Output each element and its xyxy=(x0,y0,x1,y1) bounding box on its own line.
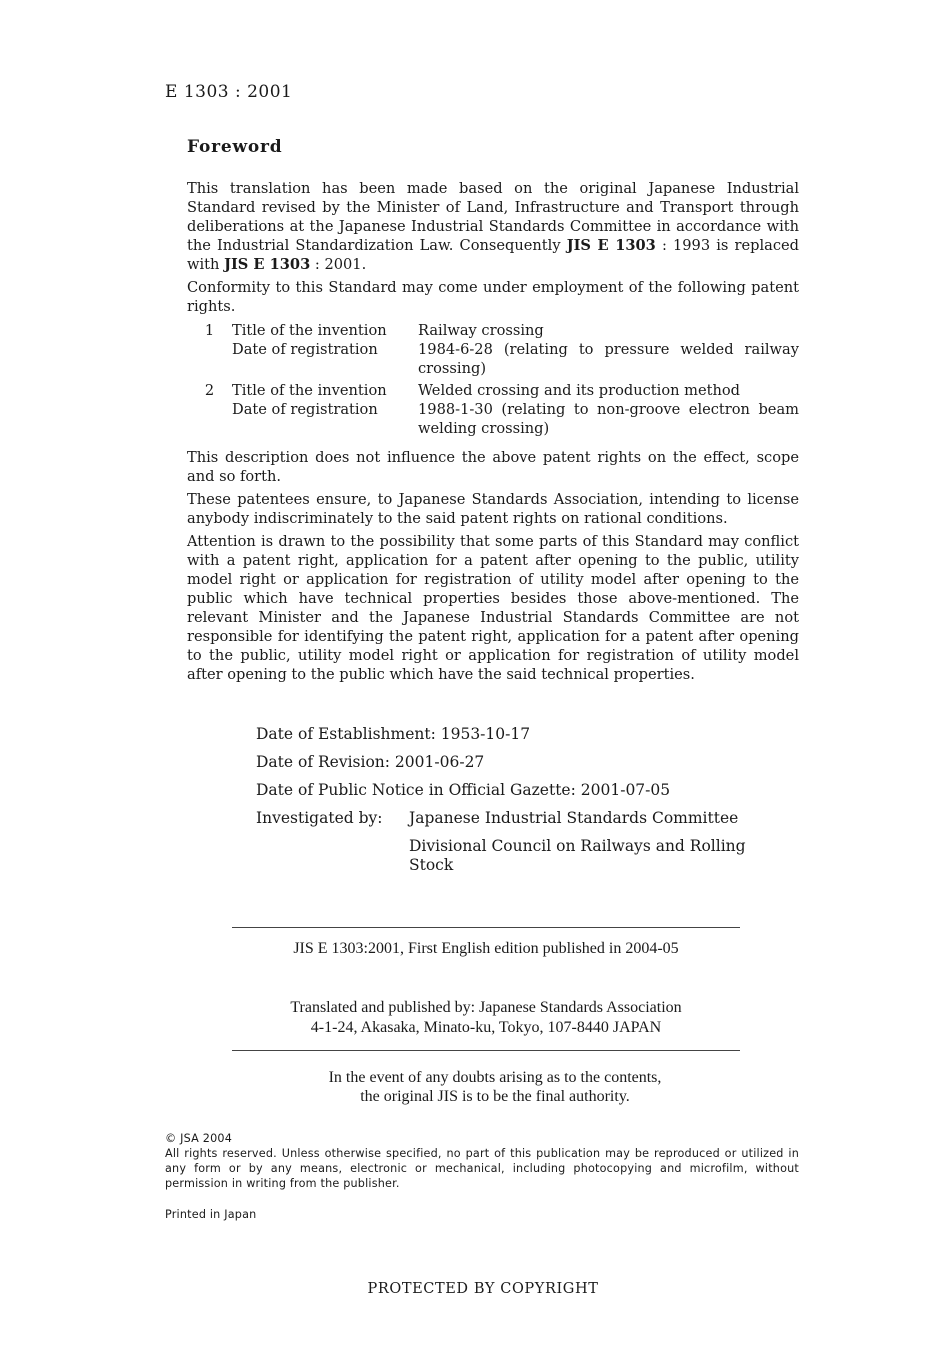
patent-date-value: 1984-6-28 (relating to pressure welded railway crossing) xyxy=(418,341,799,377)
patent-item-2 xyxy=(187,381,799,438)
foreword-paragraph-2: Conformity to this Standard may come under employment of the following patent rights. xyxy=(187,279,799,315)
foreword-paragraph-3: This description does not influence the above patent rights on the effect, scope and so forth. xyxy=(187,449,799,485)
document-id-header: E 1303 : 2001 xyxy=(165,82,293,102)
date-establishment: Date of Establishment: 1953-10-17 xyxy=(256,725,531,743)
protected-footer: PROTECTED BY COPYRIGHT xyxy=(367,1281,599,1297)
investigator-2: Divisional Council on Railways and Rolling Stock xyxy=(409,837,746,874)
patent-title-label: Title of the invention xyxy=(232,322,387,339)
date-gazette: Date of Public Notice in Official Gazette: 2001-07-05 xyxy=(256,781,671,799)
foreword-paragraph-5: Attention is drawn to the possibility that some parts of this Standard may conflict with a patent right, application for a patent after opening to the public, utility model right or application for registration of utility model after opening to the public which have technical properties besides those above-mentioned. The relevant Minister and the Japanese Industrial Standards Committee are not responsible for identifying the patent right, application for a patent after opening to the public, utility model right or application for registration of utility model after opening to the public which have the said technical properties. xyxy=(187,533,799,683)
patent-title-value: Welded crossing and its production method xyxy=(418,382,741,399)
patent-list xyxy=(187,321,799,441)
patent-title-value: Railway crossing xyxy=(418,322,544,339)
p1-mid: : 1993 is replaced with xyxy=(187,237,799,273)
edition-line: JIS E 1303:2001, First English edition published in 2004-05 xyxy=(293,940,679,957)
authority-line-2: the original JIS is to be the final authority. xyxy=(360,1088,630,1105)
patent-title-label: Title of the invention xyxy=(232,382,387,399)
divider-bottom xyxy=(232,1050,740,1051)
jis-ref-new: JIS E 1303 xyxy=(224,256,311,273)
authority-line-1: In the event of any doubts arising as to the contents, xyxy=(328,1069,662,1086)
copyright-mark: © JSA 2004 xyxy=(165,1132,233,1145)
date-revision: Date of Revision: 2001-06-27 xyxy=(256,753,485,771)
p1-lead: This translation has been made based on the original Japanese Industrial Standard revised by the Minister of Land, Infrastructure and Transport through deliberations at the Japanese Industrial Standards Committee in accordance with the Industrial Standardization Law. Consequently xyxy=(187,180,799,254)
patent-number: 2 xyxy=(204,382,215,399)
copyright-rights: All rights reserved. Unless otherwise specified, no part of this publication may be reproduced or utilized in any form or by any means, electronic or mechanical, including photocopying and microfilm, without permission in writing from the publisher. xyxy=(165,1147,799,1190)
foreword-title: Foreword xyxy=(187,137,283,157)
patent-date-value: 1988-1-30 (relating to non-groove electron beam welding crossing) xyxy=(418,401,799,437)
patent-date-label: Date of registration xyxy=(232,341,378,358)
patent-item-1 xyxy=(187,321,799,378)
printed-in: Printed in Japan xyxy=(165,1208,257,1221)
jis-ref-old: JIS E 1303 xyxy=(566,237,656,254)
copyright-notice xyxy=(165,1131,799,1191)
publisher-block xyxy=(0,998,950,1038)
foreword-paragraph-1 xyxy=(187,179,799,274)
foreword-paragraph-4: These patentees ensure, to Japanese Standards Association, intending to license anybody indiscriminately to the said patent rights on rational conditions. xyxy=(187,491,799,527)
investigator-1: Japanese Industrial Standards Committee xyxy=(409,809,739,827)
patent-date-label: Date of registration xyxy=(232,401,378,418)
patent-number: 1 xyxy=(204,322,215,339)
investigated-label: Investigated by: xyxy=(256,809,383,827)
publisher-address: 4-1-24, Akasaka, Minato-ku, Tokyo, 107-8440 JAPAN xyxy=(310,1019,662,1036)
divider-top xyxy=(232,927,740,928)
publisher-line-1: Translated and published by: Japanese Standards Association xyxy=(290,999,682,1016)
p1-tail: : 2001. xyxy=(310,256,367,273)
authority-note xyxy=(0,1068,950,1106)
dates-block xyxy=(256,720,769,884)
